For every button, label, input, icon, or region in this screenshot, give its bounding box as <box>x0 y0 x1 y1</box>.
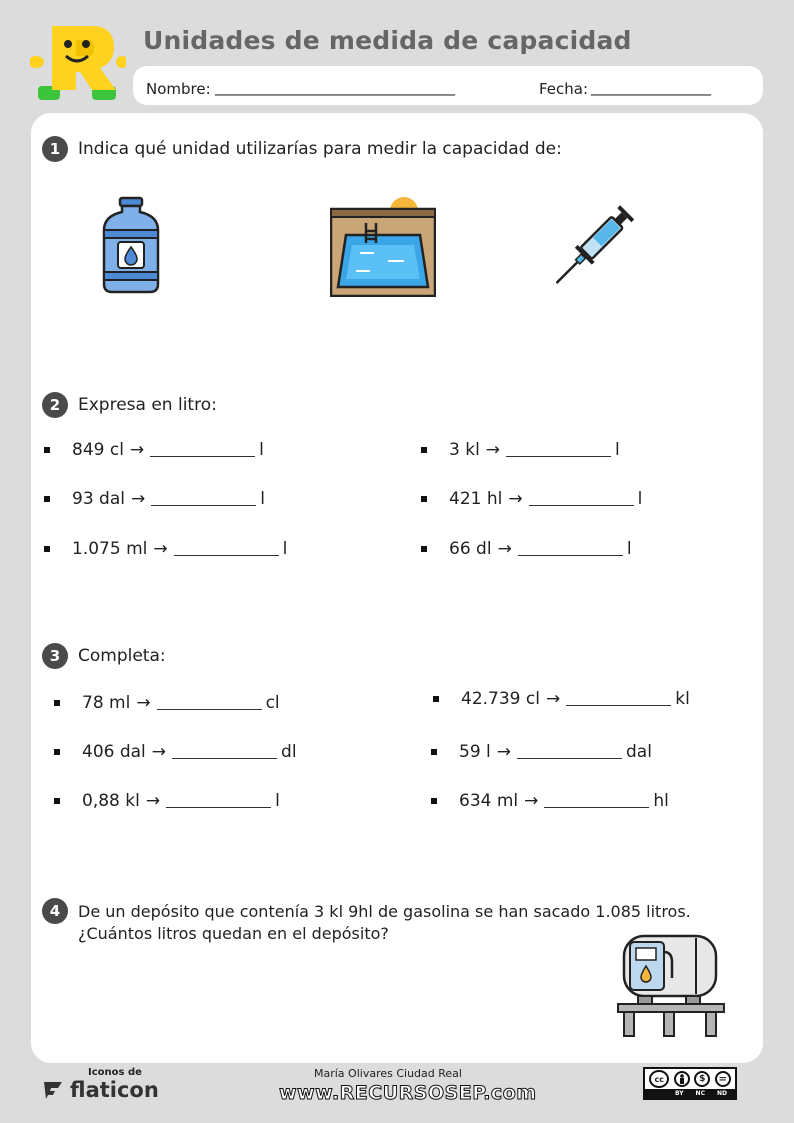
question-4-line-1: De un depósito que contenía 3 kl 9hl de gasolina se han sacado 1.085 litros. <box>78 902 691 921</box>
q2-exercise-a: 849 cl → l <box>44 440 264 460</box>
q3-exercise-d: 42.739 cl → kl <box>433 689 690 709</box>
answer-blank[interactable] <box>150 443 255 457</box>
answer-blank[interactable] <box>529 492 634 506</box>
q2-exercise-e: 421 hl → l <box>421 489 642 509</box>
page-title: Unidades de medida de capacidad <box>143 26 632 55</box>
q2-exercise-b: 93 dal → l <box>44 489 265 509</box>
answer-blank[interactable] <box>157 696 262 710</box>
answer-blank[interactable] <box>566 692 671 706</box>
answer-blank[interactable] <box>506 443 611 457</box>
swimming-pool-icon <box>330 195 436 301</box>
name-field[interactable]: ________________________________ <box>215 78 455 96</box>
answer-blank[interactable] <box>517 745 622 759</box>
answer-blank[interactable] <box>172 745 277 759</box>
q3-exercise-a: 78 ml → cl <box>54 693 280 713</box>
site-link[interactable]: www.RECURSOSEP.com <box>279 1082 537 1104</box>
nc-icon: $ <box>694 1071 710 1087</box>
flaticon-icon <box>42 1080 64 1100</box>
q3-exercise-e: 59 l → dal <box>431 742 652 762</box>
question-2-number: 2 <box>42 392 68 418</box>
q3-exercise-c: 0,88 kl → l <box>54 791 280 811</box>
by-label: BY <box>674 1090 684 1097</box>
answer-blank[interactable] <box>174 542 279 556</box>
question-1-text: Indica qué unidad utilizarías para medir la capacidad de: <box>78 139 562 159</box>
question-1-number: 1 <box>42 136 68 162</box>
name-label: Nombre: <box>146 80 211 98</box>
q2-exercise-f: 66 dl → l <box>421 539 632 559</box>
q3-exercise-f: 634 ml → hl <box>431 791 669 811</box>
fuel-tank-icon <box>616 930 726 1044</box>
date-label: Fecha: <box>539 80 589 98</box>
q2-exercise-c: 1.075 ml → l <box>44 539 287 559</box>
question-3-text: Completa: <box>78 646 166 666</box>
nd-icon: = <box>715 1071 731 1087</box>
question-4-number: 4 <box>42 898 68 924</box>
name-date-bar <box>133 66 763 105</box>
question-2-text: Expresa en litro: <box>78 395 217 415</box>
icons-credit-label: Iconos de <box>88 1067 142 1078</box>
answer-blank[interactable] <box>544 794 649 808</box>
date-field[interactable]: ________________ <box>591 78 711 96</box>
question-4-line-2: ¿Cuántos litros quedan en el depósito? <box>78 924 389 943</box>
answer-blank[interactable] <box>151 492 256 506</box>
cc-license-badge[interactable] <box>643 1067 737 1100</box>
by-person-icon <box>674 1071 690 1087</box>
cc-icon: cc <box>649 1070 669 1088</box>
answer-blank[interactable] <box>518 542 623 556</box>
flaticon-text: flaticon <box>70 1078 159 1102</box>
nd-label: ND <box>716 1090 727 1097</box>
flaticon-logo <box>42 1078 159 1102</box>
question-3-number: 3 <box>42 643 68 669</box>
author-credit: María Olivares Ciudad Real <box>314 1067 462 1080</box>
q2-exercise-d: 3 kl → l <box>421 440 620 460</box>
nc-label: NC <box>695 1090 705 1097</box>
q3-exercise-b: 406 dal → dl <box>54 742 297 762</box>
answer-blank[interactable] <box>166 794 271 808</box>
water-jug-icon <box>98 196 164 300</box>
syringe-icon <box>556 203 646 295</box>
logo-mascot <box>30 22 126 104</box>
